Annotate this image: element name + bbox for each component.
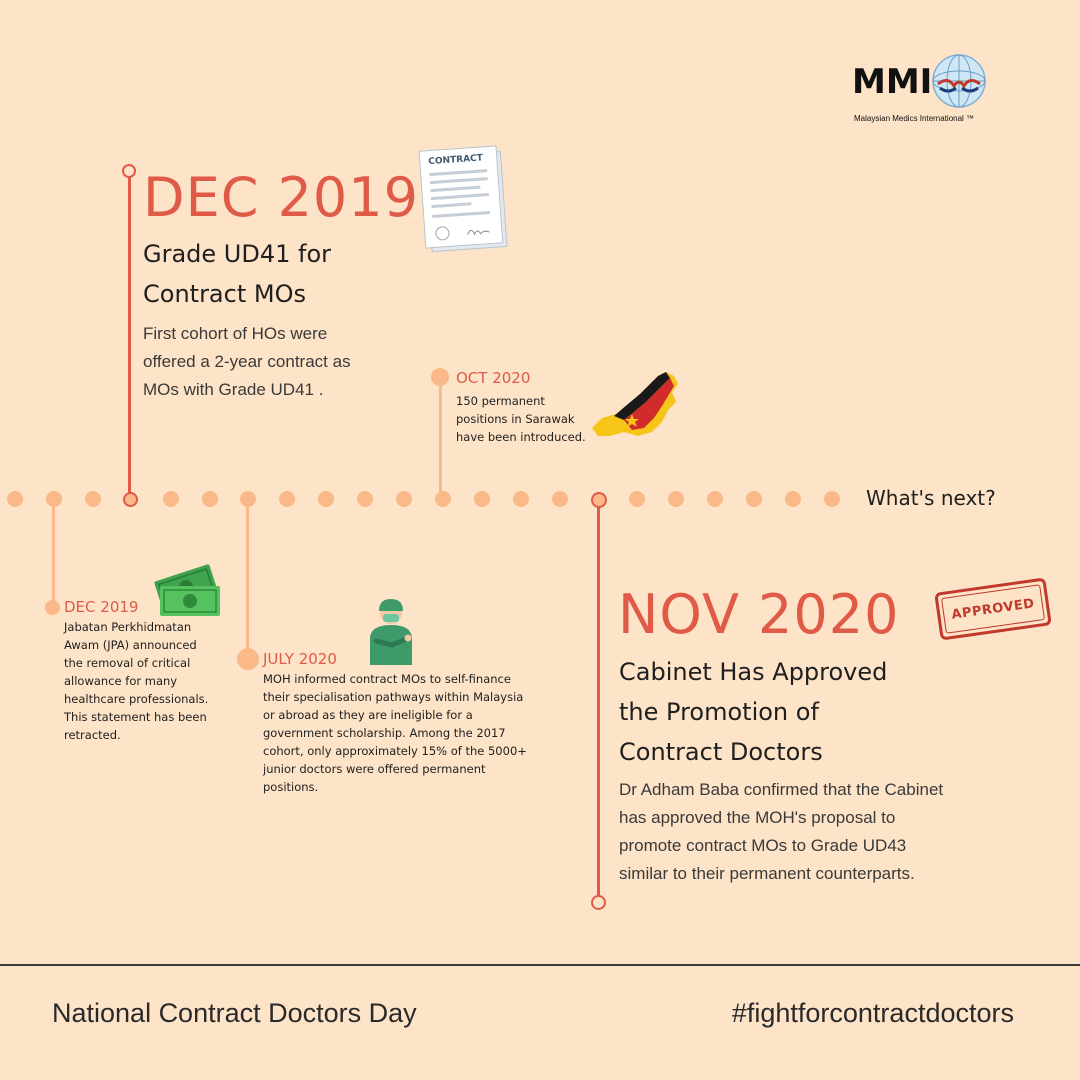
- event-date-oct2020: OCT 2020: [456, 369, 531, 387]
- body-line: promote contract MOs to Grade UD43: [619, 836, 907, 855]
- whats-next-label: What's next?: [866, 486, 996, 510]
- event-body-dec2019-main: [143, 320, 443, 404]
- body-line: retracted.: [64, 728, 121, 742]
- event-title-nov2020: [619, 652, 949, 772]
- timeline-dot: [279, 491, 295, 507]
- body-line: allowance for many: [64, 674, 178, 688]
- mmi-logo: [852, 50, 1002, 130]
- footer-divider: [0, 964, 1080, 966]
- timeline-dot: [85, 491, 101, 507]
- body-line: have been introduced.: [456, 430, 586, 444]
- event-body-july2020: [263, 670, 573, 796]
- title-line: Grade UD41 for: [143, 240, 332, 268]
- body-line: MOs with Grade UD41 .: [143, 380, 324, 399]
- body-line: Jabatan Perkhidmatan: [64, 620, 192, 634]
- timeline-dot: [824, 491, 840, 507]
- timeline-dot: [513, 491, 529, 507]
- contract-document-icon: [417, 145, 506, 250]
- event-date-nov2020: NOV 2020: [618, 583, 900, 646]
- body-line: MOH informed contract MOs to self-finance: [263, 672, 511, 686]
- connector-dec2019-main: [128, 175, 131, 497]
- body-line: offered a 2-year contract as: [143, 352, 351, 371]
- sarawak-flag-map-icon: [588, 370, 690, 440]
- timeline-dot: [435, 491, 451, 507]
- stamp-text: APPROVED: [950, 595, 1036, 623]
- title-line: Cabinet Has Approved: [619, 658, 888, 686]
- body-line: similar to their permanent counterparts.: [619, 864, 915, 883]
- timeline-dot: [163, 491, 179, 507]
- event-date-july2020: JULY 2020: [263, 650, 337, 668]
- timeline-dot: [785, 491, 801, 507]
- contract-label: CONTRACT: [428, 153, 484, 168]
- timeline-dot: [357, 491, 373, 507]
- body-line: First cohort of HOs were: [143, 324, 328, 343]
- event-date-dec2019-small: DEC 2019: [64, 598, 139, 616]
- event-body-nov2020: [619, 776, 959, 888]
- body-line: positions.: [263, 780, 319, 794]
- surgeon-icon: [356, 595, 426, 665]
- body-line: Dr Adham Baba confirmed that the Cabinet: [619, 780, 944, 799]
- timeline-dot: [629, 491, 645, 507]
- event-title-dec2019-main: [143, 234, 433, 314]
- timeline-dot: [707, 491, 723, 507]
- logo-wordmark: MMI: [852, 62, 933, 102]
- body-line: 150 permanent: [456, 394, 545, 408]
- body-line: junior doctors were offered permanent: [263, 762, 486, 776]
- timeline-dot: [746, 491, 762, 507]
- timeline-dot: [318, 491, 334, 507]
- title-line: Contract MOs: [143, 280, 306, 308]
- timeline-dot: [7, 491, 23, 507]
- event-body-dec2019-small: [64, 618, 234, 744]
- money-banknotes-icon: [150, 562, 224, 618]
- body-line: the removal of critical: [64, 656, 191, 670]
- footer-hashtag: #fightforcontractdoctors: [731, 998, 1014, 1028]
- timeline-dot: [474, 491, 490, 507]
- connector-nov2020: [597, 503, 600, 903]
- title-line: the Promotion of: [619, 698, 819, 726]
- footer-event-name: National Contract Doctors Day: [52, 998, 417, 1028]
- marker-nov2020-bottom: [591, 895, 606, 910]
- timeline-dot: [396, 491, 412, 507]
- event-date-dec2019-main: DEC 2019: [143, 166, 419, 229]
- body-line: government scholarship. Among the 2017: [263, 726, 506, 740]
- body-line: cohort, only approximately 15% of the 5000+: [263, 744, 527, 758]
- connector-july2020: [246, 500, 249, 658]
- body-line: healthcare professionals.: [64, 692, 209, 706]
- event-body-oct2020: [456, 392, 596, 446]
- marker-july2020: [237, 648, 259, 670]
- title-line: Contract Doctors: [619, 738, 823, 766]
- marker-dec2019-small: [45, 600, 60, 615]
- body-line: their specialisation pathways within Malaysia: [263, 690, 524, 704]
- timeline-dot: [552, 491, 568, 507]
- body-line: has approved the MOH's proposal to: [619, 808, 896, 827]
- timeline-dot: [668, 491, 684, 507]
- body-line: Awam (JPA) announced: [64, 638, 197, 652]
- body-line: This statement has been: [64, 710, 207, 724]
- timeline-dot: [202, 491, 218, 507]
- logo-tagline: Malaysian Medics International ™: [854, 114, 975, 123]
- body-line: or abroad as they are ineligible for a: [263, 708, 473, 722]
- connector-dec2019-small: [52, 500, 55, 605]
- body-line: positions in Sarawak: [456, 412, 575, 426]
- marker-dec2019-top: [122, 164, 136, 178]
- approved-stamp: [934, 577, 1052, 640]
- globe-icon: [930, 50, 988, 112]
